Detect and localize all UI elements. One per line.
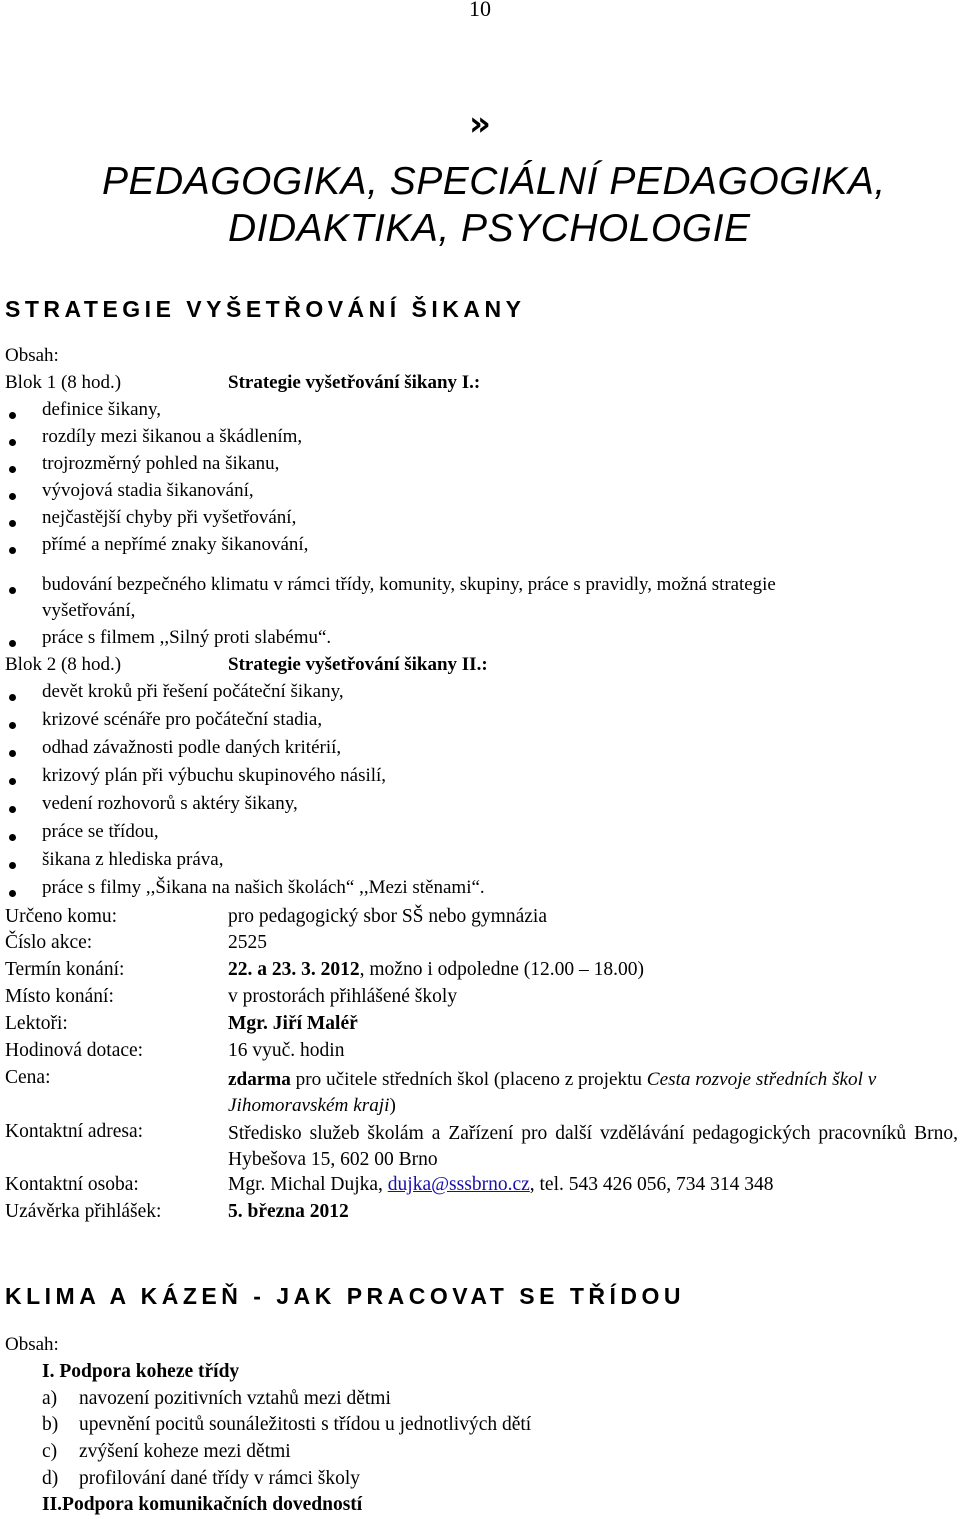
main-title-line-1: PEDAGOGIKA, SPECIÁLNÍ PEDAGOGIKA, (102, 160, 886, 203)
bullet (9, 493, 16, 500)
bullet (9, 694, 16, 701)
osoba-value (228, 1174, 774, 1196)
cena-label: Cena: (5, 1067, 51, 1088)
blok1-title: Strategie vyšetřování šikany I.: (228, 372, 481, 393)
list-item: krizový plán při výbuchu skupinového násilí, (42, 765, 387, 786)
osoba-label: Kontaktní osoba: (5, 1174, 139, 1195)
urceno-label: Určeno komu: (5, 906, 118, 927)
item-text: navození pozitivních vztahů mezi dětmi (79, 1388, 391, 1409)
bullet (9, 722, 16, 729)
dotace-label: Hodinová dotace: (5, 1040, 144, 1061)
section-title-sikana: STRATEGIE VYŠETŘOVÁNÍ ŠIKANY (5, 296, 526, 322)
obsah-label: Obsah: (5, 345, 59, 366)
list-item: trojrozměrný pohled na šikanu, (42, 453, 280, 474)
list-item (42, 1388, 391, 1410)
cena-project: Cesta rozvoje středních škol v Jihomoravském kraji (228, 1069, 877, 1116)
bullet (9, 439, 16, 446)
list-item-continuation: vyšetřování, (42, 600, 136, 621)
list-item (42, 1441, 291, 1463)
item-letter: d) (42, 1468, 59, 1489)
urceno-value: pro pedagogický sbor SŠ nebo gymnázia (228, 906, 547, 927)
termin-rest: , možno i odpoledne (12.00 – 18.00) (359, 959, 644, 980)
list-item (42, 1468, 361, 1490)
list-item: práce se třídou, (42, 821, 159, 842)
uzaverka-value: 5. března 2012 (228, 1201, 349, 1222)
bullet (9, 834, 16, 841)
bullet (9, 806, 16, 813)
list-item: práce s filmy ,,Šikana na našich školách“ ,,Mezi stěnami“. (42, 877, 485, 898)
item-text: profilování dané třídy v rámci školy (79, 1468, 361, 1489)
list-item: budování bezpečného klimatu v rámci třídy, komunity, skupiny, práce s pravidly, možná strategie (42, 574, 776, 595)
blok2-title: Strategie vyšetřování šikany II.: (228, 654, 488, 675)
bullet (9, 640, 16, 647)
blok1-label: Blok 1 (8 hod.) (5, 372, 122, 393)
adresa-label: Kontaktní adresa: (5, 1121, 144, 1142)
list-item: krizové scénáře pro počáteční stadia, (42, 709, 323, 730)
obsah-label-2: Obsah: (5, 1334, 59, 1355)
list-item: vedení rozhovorů s aktéry šikany, (42, 793, 298, 814)
list-item: vývojová stadia šikanování, (42, 480, 254, 501)
list-item: rozdíly mezi šikanou a škádlením, (42, 426, 303, 447)
cena-end: ) (389, 1095, 396, 1116)
bullet (9, 547, 16, 554)
item-letter: c) (42, 1441, 58, 1462)
bullet (9, 466, 16, 473)
termin-label: Termín konání: (5, 959, 125, 980)
termin-date: 22. a 23. 3. 2012 (228, 959, 360, 980)
list-item: odhad závažnosti podle daných kritérií, (42, 737, 342, 758)
list-item (42, 1414, 532, 1436)
item-text: zvýšení koheze mezi dětmi (79, 1441, 291, 1462)
bullet (9, 890, 16, 897)
bullet (9, 520, 16, 527)
dotace-value: 16 vyuč. hodin (228, 1040, 345, 1061)
item-text: upevnění pocitů sounáležitosti s třídou u jednotlivých dětí (79, 1414, 532, 1435)
adresa-value: Středisko služeb školám a Zařízení pro další vzdělávání pedagogických pracovníků Brno, Hybešova 15, 602 00 Brno (228, 1123, 958, 1170)
osoba-name: Mgr. Michal Dujka, (228, 1174, 388, 1195)
termin-value (228, 959, 644, 981)
cena-bold: zdarma (228, 1069, 291, 1090)
bullet (9, 750, 16, 757)
blok2-label: Blok 2 (8 hod.) (5, 654, 122, 675)
list-item: definice šikany, (42, 399, 162, 420)
lektori-label: Lektoři: (5, 1013, 68, 1034)
main-title-line-2: DIDAKTIKA, PSYCHOLOGIE (228, 207, 751, 250)
double-arrow-icon: » (469, 104, 485, 144)
bullet (9, 412, 16, 419)
cislo-label: Číslo akce: (5, 932, 93, 953)
list-item: šikana z hlediska práva, (42, 849, 224, 870)
bullet (9, 862, 16, 869)
cena-value (228, 1067, 960, 1119)
cislo-value: 2525 (228, 932, 267, 953)
part2-title: II.Podpora komunikačních dovedností (42, 1494, 363, 1515)
list-item: nejčastější chyby při vyšetřování, (42, 507, 297, 528)
part1-title: I. Podpora koheze třídy (42, 1361, 240, 1382)
page-number: 10 (469, 0, 491, 21)
list-item: práce s filmem ,,Silný proti slabému“. (42, 627, 332, 648)
uzaverka-label: Uzávěrka přihlášek: (5, 1201, 162, 1222)
bullet (9, 587, 16, 594)
misto-value: v prostorách přihlášené školy (228, 986, 458, 1007)
list-item: devět kroků při řešení počáteční šikany, (42, 681, 344, 702)
bullet (9, 778, 16, 785)
item-letter: b) (42, 1414, 59, 1435)
list-item: přímé a nepřímé znaky šikanování, (42, 534, 309, 555)
osoba-tel: , tel. 543 426 056, 734 314 348 (529, 1174, 774, 1195)
lektori-value: Mgr. Jiří Maléř (228, 1013, 358, 1034)
section-title-klima: KLIMA A KÁZEŇ - JAK PRACOVAT SE TŘÍDOU (5, 1283, 685, 1309)
email-link[interactable]: dujka@sssbrno.cz (387, 1174, 530, 1195)
misto-label: Místo konání: (5, 986, 114, 1007)
item-letter: a) (42, 1388, 58, 1409)
cena-mid: pro učitele středních škol (placeno z projektu (290, 1069, 647, 1090)
